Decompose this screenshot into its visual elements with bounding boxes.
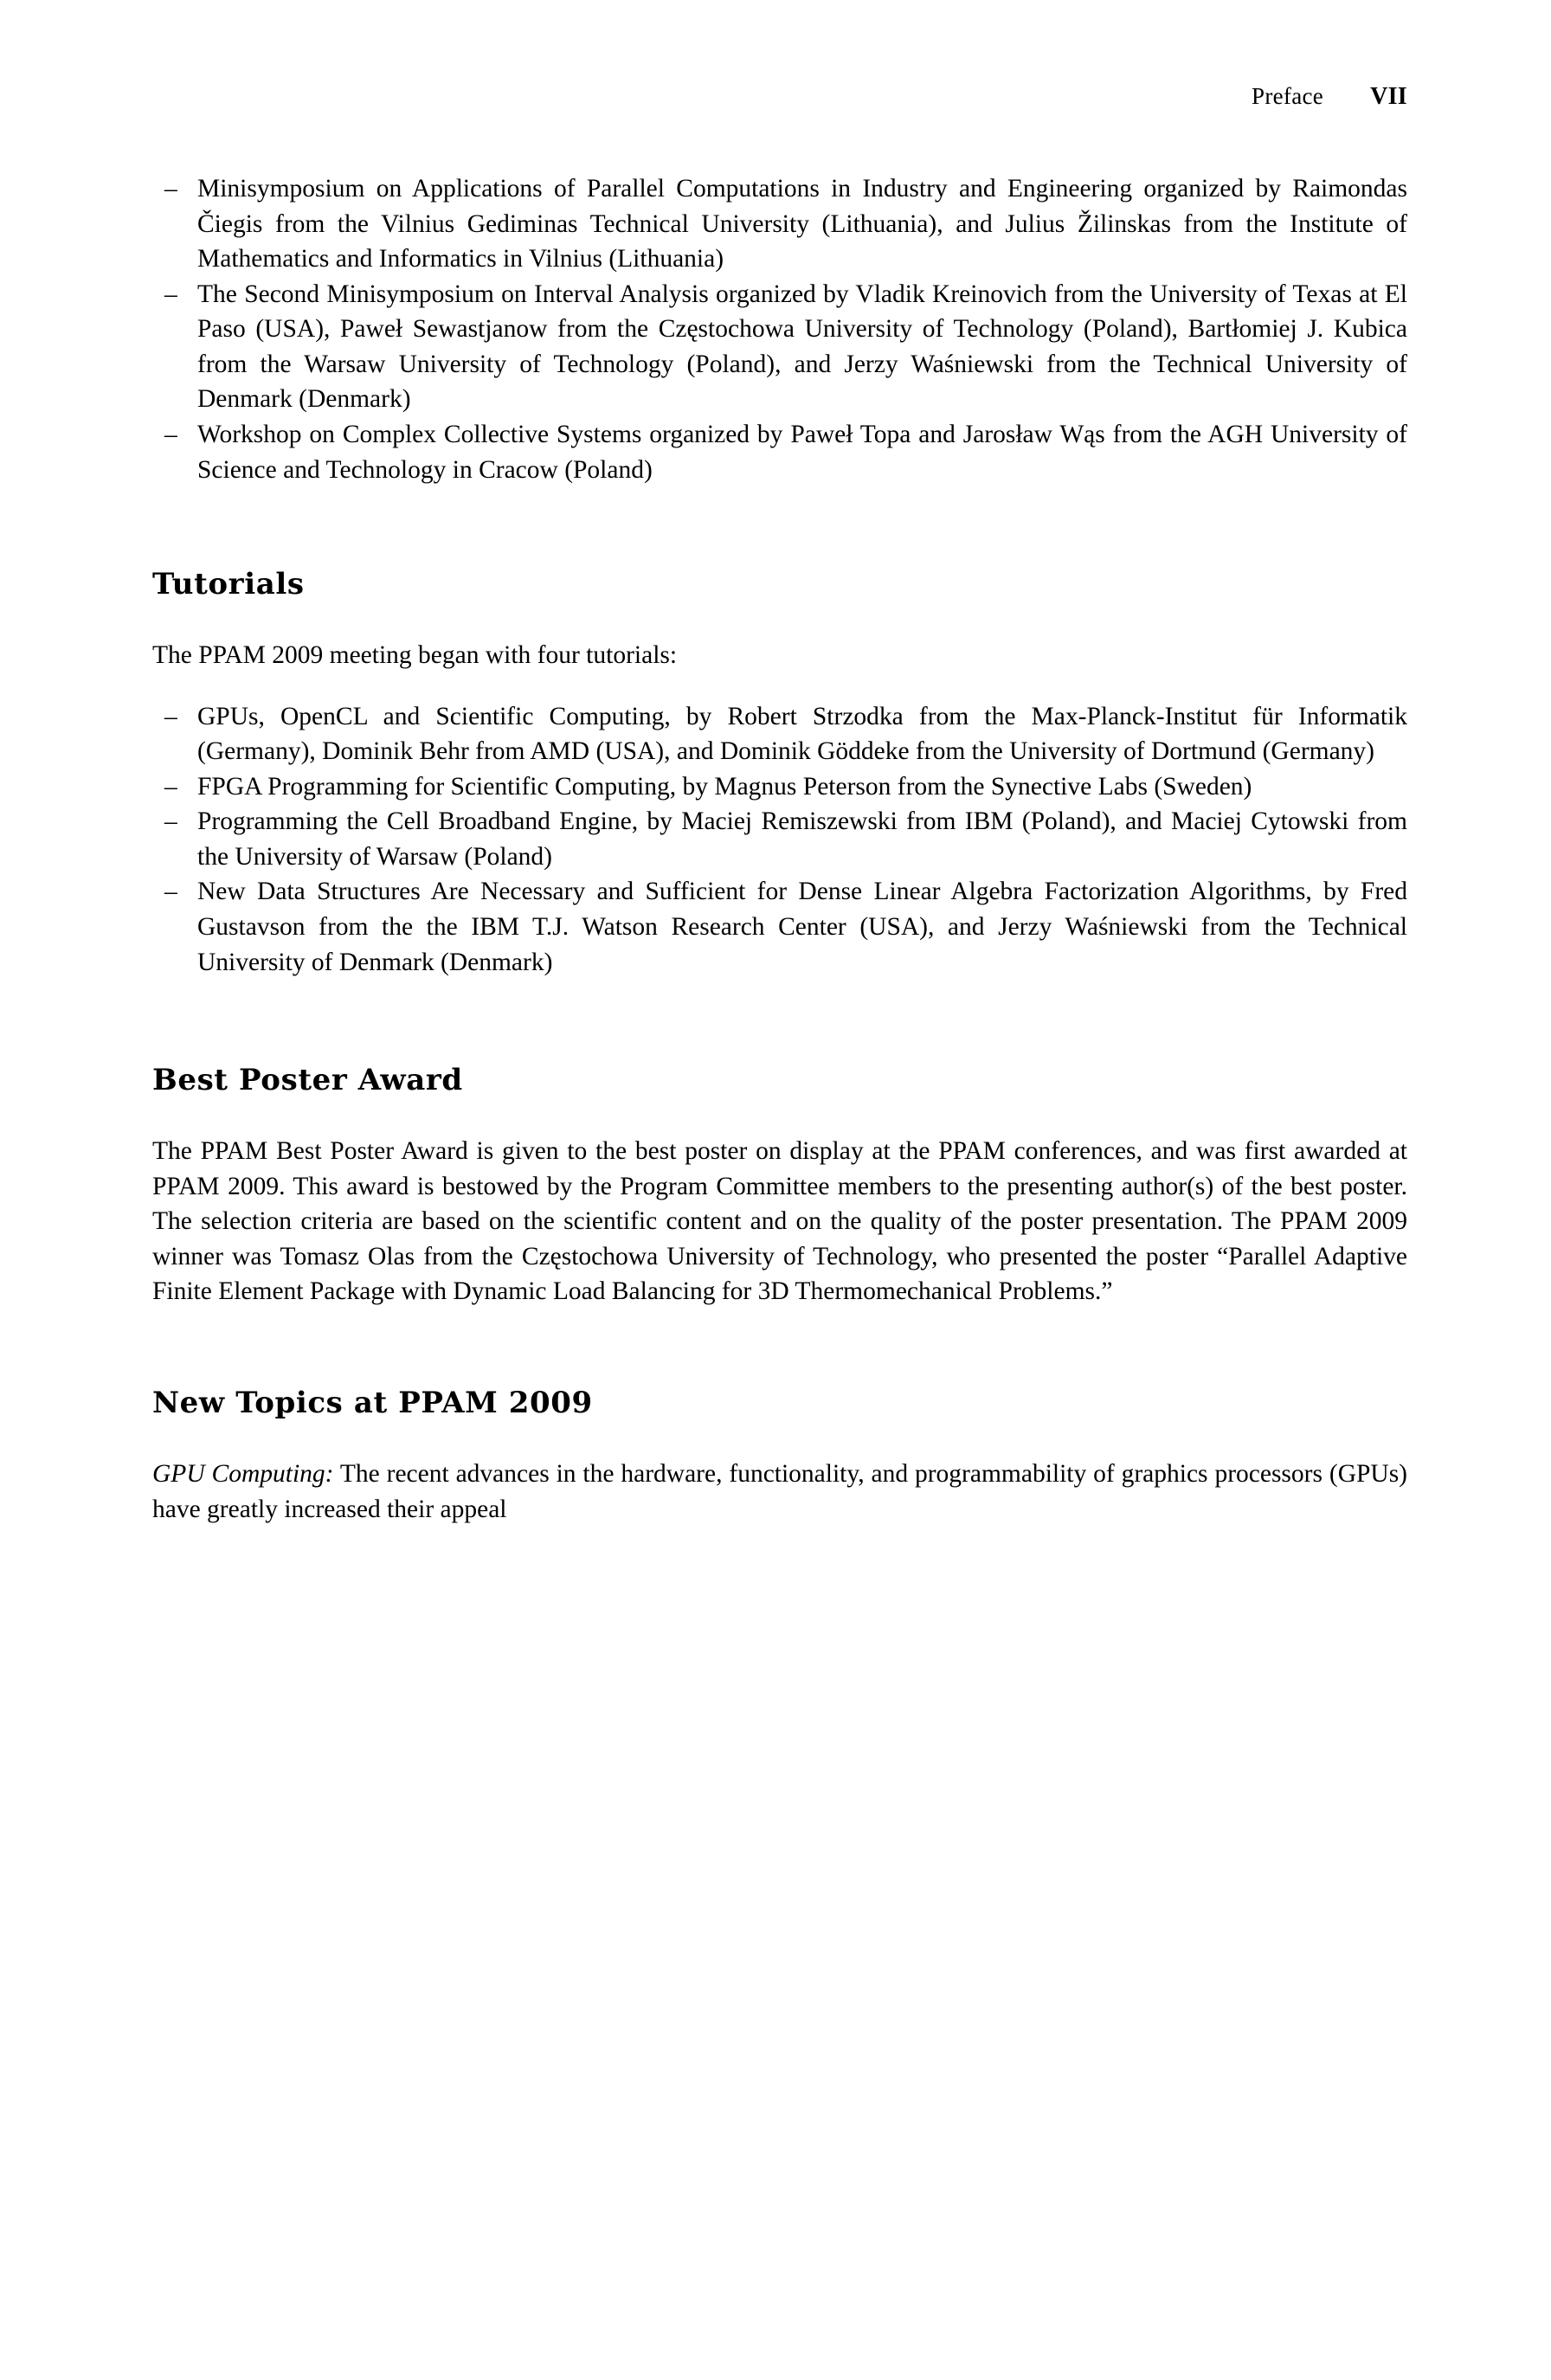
list-item <box>152 417 1407 487</box>
page-content <box>152 83 1407 1527</box>
gpu-computing-lead-in: GPU Computing: <box>152 1459 334 1488</box>
dash-bullet-icon: – <box>164 420 177 448</box>
dash-bullet-icon: – <box>164 807 177 836</box>
list-item <box>152 699 1407 769</box>
list-item <box>152 804 1407 874</box>
spacer <box>152 1097 1407 1134</box>
list-item-text: FPGA Programming for Scientific Computing, by Magnus Peterson from the Synective Labs (Sweden) <box>197 772 1252 801</box>
spacer <box>152 487 1407 567</box>
list-item-text: GPUs, OpenCL and Scientific Computing, by Robert Strzodka from the Max-Planck-Institut für Informatik (Germany), Dominik Behr from AMD (USA), and Dominik Göddeke from the University of Dortmund (Germany) <box>197 702 1407 766</box>
spacer <box>152 601 1407 638</box>
section-heading-new-topics: New Topics at PPAM 2009 <box>152 1385 593 1420</box>
dash-bullet-icon: – <box>164 702 177 730</box>
list-item <box>152 277 1407 417</box>
list-item-text: New Data Structures Are Necessary and Sufficient for Dense Linear Algebra Factorization Algorithms, by Fred Gustavson from the the IBM T.J. Watson Research Center (USA), and Jerzy Waśniewski from the Technical University of Denmark (Denmark) <box>197 878 1407 976</box>
list-item-text: The Second Minisymposium on Interval Analysis organized by Vladik Kreinovich from the University of Texas at El Paso (USA), Paweł Sewastjanow from the Częstochowa University of Technology (Poland), Bartłomiej J. Kubica from the Warsaw University of Technology (Poland), and Jerzy Waśniewski from the Technical University of Denmark (Denmark) <box>197 280 1407 414</box>
section-heading-best-poster-award: Best Poster Award <box>152 1063 463 1098</box>
new-topics-paragraph <box>152 1457 1407 1527</box>
tutorials-intro-paragraph: The PPAM 2009 meeting began with four tutorials: <box>152 641 678 670</box>
dash-bullet-icon: – <box>164 772 177 801</box>
dash-bullet-icon: – <box>164 878 177 906</box>
running-head <box>152 83 1407 111</box>
spacer <box>152 1420 1407 1457</box>
list-item <box>152 171 1407 277</box>
new-topics-paragraph-text: The recent advances in the hardware, functionality, and programmability of graphics processors (GPUs) have greatly increased their appeal <box>152 1459 1408 1523</box>
page-number: VII <box>1370 83 1407 110</box>
tutorials-list <box>152 699 1407 981</box>
minisymposium-list <box>152 171 1407 487</box>
spacer <box>152 1309 1407 1386</box>
list-item <box>152 769 1407 805</box>
running-head-label: Preface <box>1252 83 1324 109</box>
spacer <box>152 980 1407 1063</box>
best-poster-award-paragraph: The PPAM Best Poster Award is given to the best poster on display at the PPAM conferences, and was first awarded at PPAM 2009. This award is bestowed by the Program Committee members to the presenting author(s) of the best poster. The selection criteria are based on the scientific content and on the quality of the poster presentation. The PPAM 2009 winner was Tomasz Olas from the Częstochowa University of Technology, who presented the poster “Parallel Adaptive Finite Element Package with Dynamic Load Balancing for 3D Thermomechanical Problems.” <box>152 1137 1407 1306</box>
list-item-text: Workshop on Complex Collective Systems organized by Paweł Topa and Jarosław Wąs from the AGH University of Science and Technology in Cracow (Poland) <box>197 420 1407 484</box>
section-heading-tutorials: Tutorials <box>152 567 305 602</box>
list-item-text: Minisymposium on Applications of Parallel Computations in Industry and Engineering organized by Raimondas Čiegis from the Vilnius Gediminas Technical University (Lithuania), and Julius Žilinskas from the Institute of Mathematics and Informatics in Vilnius (Lithuania) <box>197 175 1407 273</box>
dash-bullet-icon: – <box>164 280 177 308</box>
dash-bullet-icon: – <box>164 175 177 203</box>
list-item-text: Programming the Cell Broadband Engine, by Maciej Remiszewski from IBM (Poland), and Maciej Cytowski from the University of Warsaw (Poland) <box>197 807 1407 871</box>
spacer <box>152 673 1407 699</box>
list-item <box>152 874 1407 980</box>
